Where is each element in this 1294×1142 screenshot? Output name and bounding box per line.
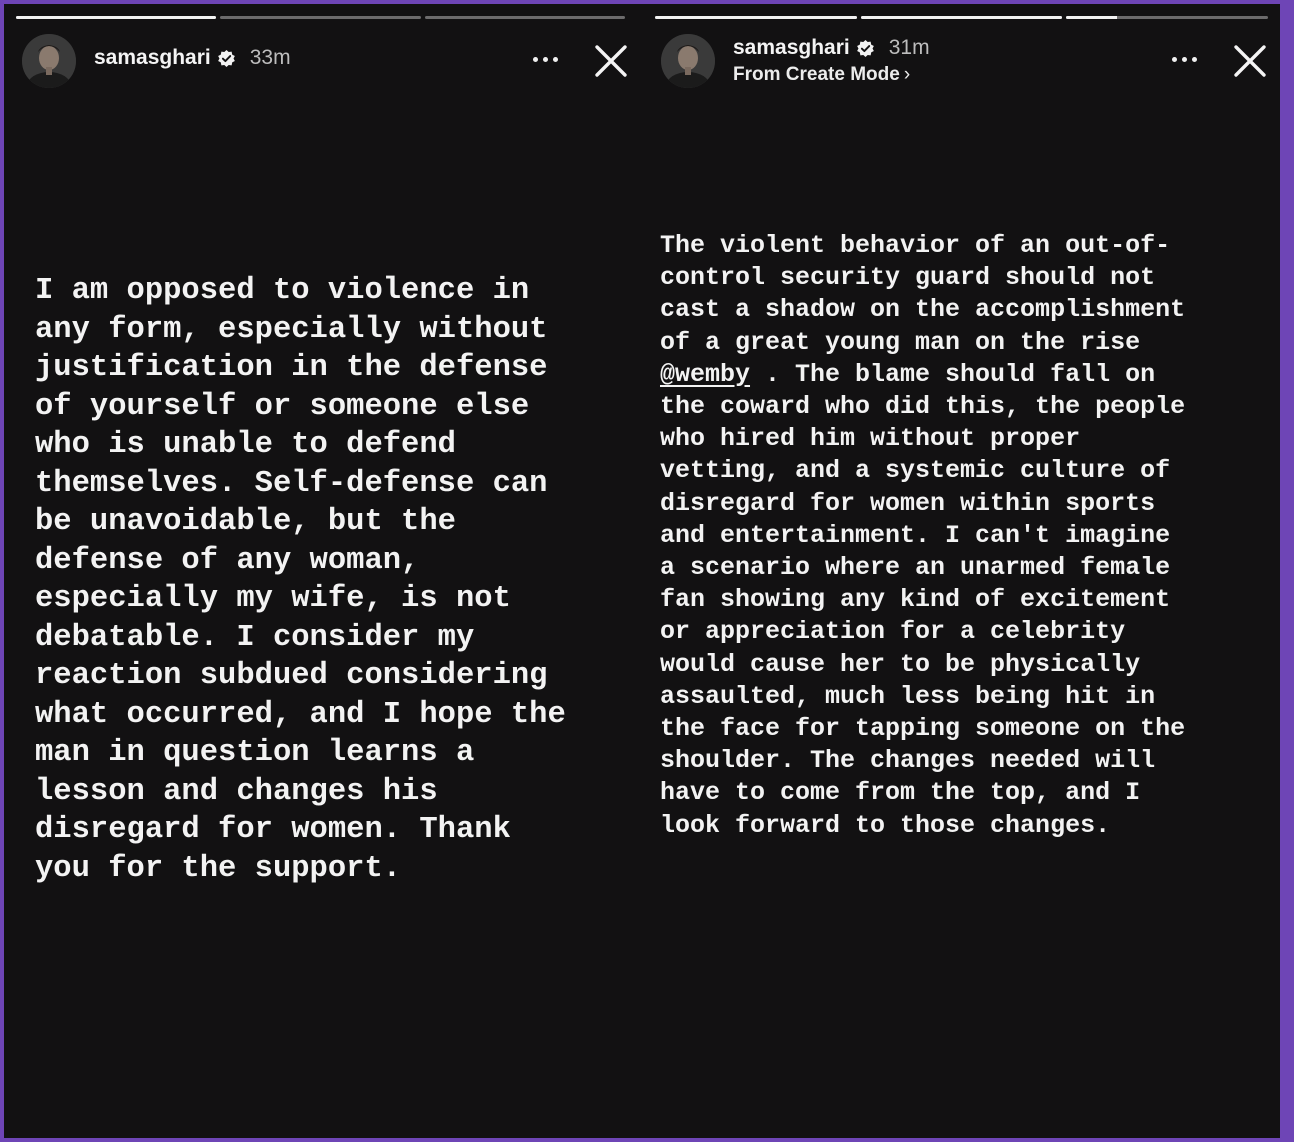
mention-link[interactable]: @wemby (660, 359, 751, 389)
progress-segment (861, 16, 1063, 19)
progress-fill (1066, 16, 1116, 19)
progress-segment (655, 16, 857, 19)
story-text (660, 230, 1278, 842)
create-mode-label: From Create Mode (733, 64, 900, 85)
story-text-part: . The blame should fall on the coward who did this, the people who hired him without proper vetting, and a systemic culture of disregard for women within sports and entertainment. I can't imagine a scenario where an unarmed female fan showing any kind of excitement or appreciation for a celebrity would cause her to be physically assaulted, much less being hit in the face for tapping someone on the shoulder. The changes needed will have to come from the top, and I look forward to those changes. (660, 359, 1186, 840)
username-row (94, 46, 291, 70)
more-options-button[interactable] (525, 44, 565, 74)
story-header (661, 34, 1266, 90)
progress-segment (425, 16, 625, 19)
avatar[interactable] (661, 34, 715, 88)
story-panel-left[interactable] (4, 4, 637, 1138)
dot (543, 57, 548, 62)
close-icon (592, 42, 630, 80)
progress-fill (861, 16, 1063, 19)
more-options-button[interactable] (1164, 44, 1204, 74)
dot (1182, 57, 1187, 62)
progress-segment (220, 16, 420, 19)
progress-fill (16, 16, 216, 19)
close-button[interactable] (592, 42, 630, 80)
dot (1172, 57, 1177, 62)
progress-fill (655, 16, 857, 19)
story-progress-bar (655, 16, 1268, 19)
story-text: I am opposed to violence in any form, especially without justification in the defense of yourself or someone else who is unable to defend themselves. Self-defense can be unavoidable, but the defense of any woman, especially my wife, is not debatable. I consider my reaction subdued considering what occurred, and I hope the man in question learns a lesson and changes his disregard for women. Thank you for the support. (35, 274, 566, 886)
dot (533, 57, 538, 62)
progress-segment (1066, 16, 1268, 19)
close-button[interactable] (1231, 42, 1269, 80)
username-row (733, 36, 930, 60)
dot (553, 57, 558, 62)
create-mode-link[interactable] (733, 64, 910, 86)
close-icon (1231, 42, 1269, 80)
story-progress-bar (16, 16, 625, 19)
chevron-right-icon: › (903, 64, 911, 85)
story-header (22, 34, 623, 90)
post-time: 33m (249, 46, 291, 69)
verified-badge-icon (856, 39, 875, 58)
username[interactable]: samasghari (733, 36, 850, 59)
dot (1192, 57, 1197, 62)
progress-segment (16, 16, 216, 19)
profile-photo-icon (22, 34, 76, 88)
username[interactable]: samasghari (94, 46, 211, 69)
story-panel-right[interactable] (643, 4, 1280, 1138)
verified-badge-icon (217, 49, 236, 68)
profile-photo-icon (661, 34, 715, 88)
avatar[interactable] (22, 34, 76, 88)
story-text-part: The violent behavior of an out-of- control security guard should not cast a shadow on the accomplishment of a great young man on the rise (660, 231, 1186, 357)
post-time: 31m (888, 36, 930, 59)
